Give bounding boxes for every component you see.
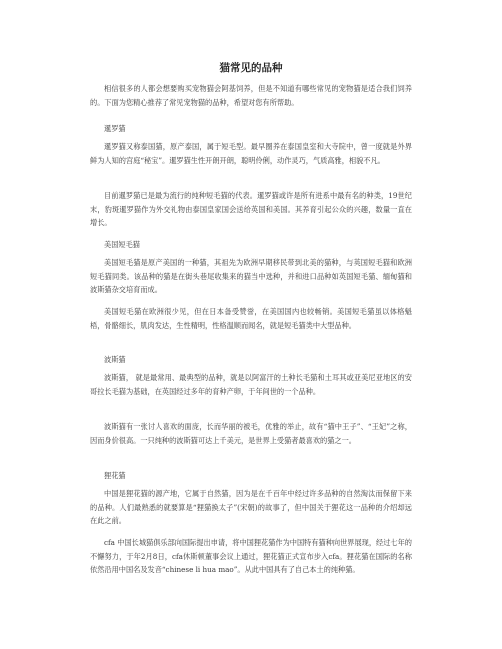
section-heading-li-hua: 狸花猫 (104, 471, 126, 480)
li-hua-paragraph-2: cfa 中国长城猫俱乐部向国际提出申请，将中国狸花猫作为中国特有猫种向世界展现，经过七年的不懈努力，于年2月8日，cfa休斯顿董事会议上通过，狸花猫正式宣布步入cfa。狸花猫在国际的名称依然沿用中国名及发音“chinese li hua mao”。从此中国具有了自己本土的纯种猫。 (90, 538, 412, 575)
american-shorthair-paragraph-2: 美国短毛猫在欧洲很少见，但在日本备受赞誉，在美国国内也较畅销。美国短毛猫虽以体格魁梧，骨骼细长，肌肉发达，生性精明，性格温顺而闻名，就是短毛猫类中大型品种。 (90, 307, 412, 330)
siamese-paragraph-1: 暹罗猫又称泰国猫，原产泰国，属于短毛型。最早圈养在泰国皇室和大寺院中，曾一度就是外界鲜为人知的宫庭“秘宝”。暹罗猫生性开朗开朗，聪明伶俐，动作灵巧，气质高雅，相貌不凡。 (90, 142, 412, 165)
section-heading-persian: 波斯猫 (104, 355, 126, 364)
intro-paragraph: 相信很多的人都会想要购买宠物猫会阿基饲养，但是不知道有哪些常见的宠物猫是适合我们饲养的。下面为您精心推荐了常见宠物猫的品种，希望对您有所帮助。 (90, 84, 412, 107)
section-heading-american-shorthair: 美国短毛猫 (104, 240, 140, 249)
li-hua-paragraph-1: 中国是狸花猫的源产地，它属于自然猫，因为是在千百年中经过许多品种的自然淘汰而保留下来的品种。人们最熟悉的就要算是“狸猫换太子”(宋朝)的故事了，但中国关于狸花这一品种的介绍却远在此之前。 (90, 489, 412, 526)
persian-paragraph-2: 波斯猫有一张讨人喜欢的面庞，长而华丽的被毛，优雅的举止，故有“猫中王子”、“王妃”之称，因而身价很高。一只纯种的波斯猫可达上千美元，是世界上受猫者最喜欢的猫之一。 (90, 422, 412, 445)
american-shorthair-paragraph-1: 美国短毛猫是原产美国的一种猫，其祖先为欧洲早期移民带到北美的猫种，与英国短毛猫和欧洲短毛猫同类。该品种的猫是在街头巷尾收集来的猫当中选种，并和进口品种如英国短毛猫、缅甸猫和波斯猫杂交培育而成。 (90, 258, 412, 295)
siamese-paragraph-2: 目前暹罗猫已是最为流行的纯种短毛猫的代表。暹罗猫或许是所有进系中最有名的种类，19世纪末，豹斑暹罗猫作为外交礼物由泰国皇家国会送给英国和美国。其养育引起公众的兴趣，数量一直在增长。 (90, 191, 412, 228)
page-title: 猫常见的品种 (219, 62, 283, 74)
persian-paragraph-1: 波斯猫， 就是最常用、最典型的品种，就是以阿富汗的土种长毛猫和土耳其或亚美尼亚地区的安哥拉长毛猫为基础，在英国经过多年的育种产卵，于年间世的一个品种。 (90, 373, 412, 396)
section-heading-siamese: 暹罗猫 (104, 124, 126, 133)
